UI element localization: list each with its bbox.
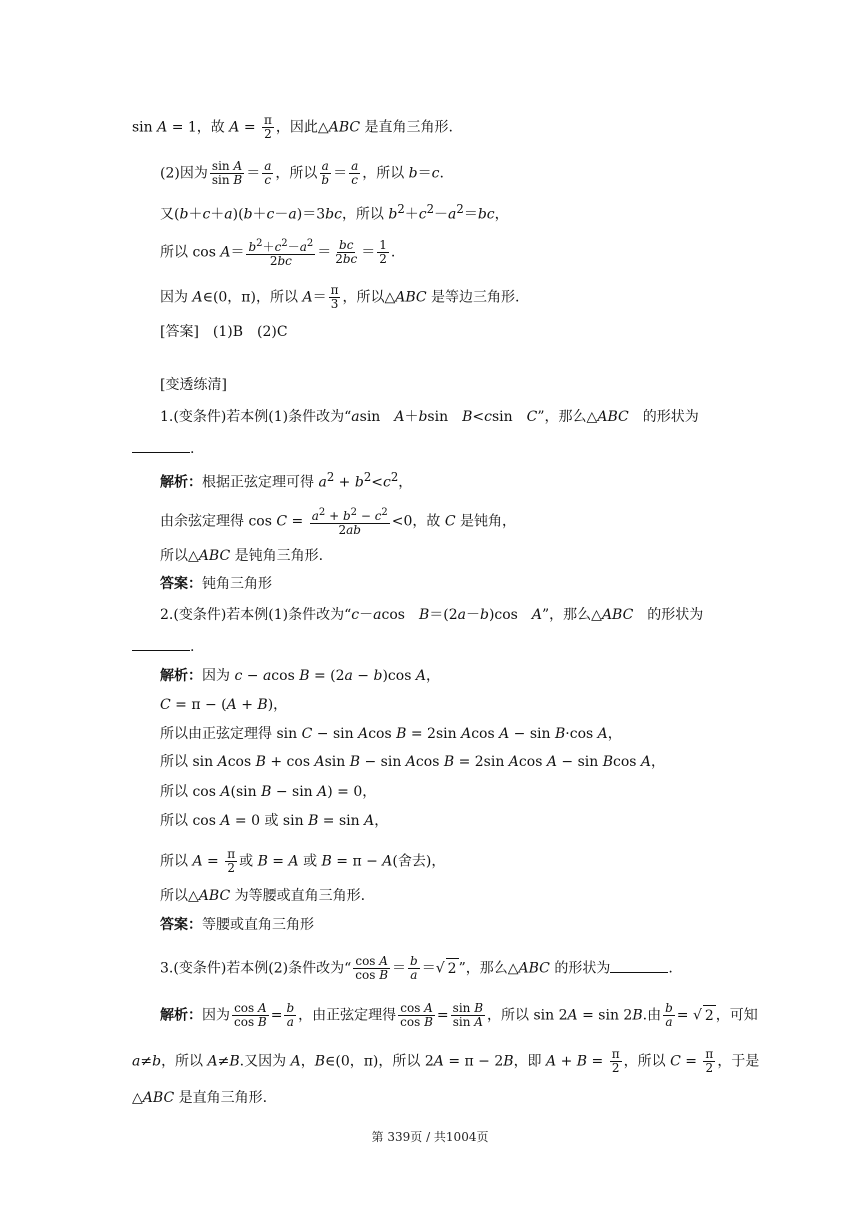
text-line: 所以 cos A(sin B − sin A) = 0， <box>160 784 377 800</box>
fraction: $\frac{a}{c}$ <box>351 159 359 187</box>
fraction: $\frac{bc}{2bc}$ <box>335 238 358 266</box>
fraction: $\frac{\text{cos A}}{\text{cos B}}$ <box>400 1001 433 1029</box>
text-line: 解析：根据正弦定理可得 $a^2 + b^2<c^2$， <box>160 470 413 491</box>
fraction: $\frac{b^2+c^2-a^2}{2bc}$ <box>248 238 314 268</box>
question-2: 2.(变条件)若本例(1)条件改为“c－acos B＝(2a－b)cos A”，那么△ABC 的形状为 <box>160 607 704 623</box>
fraction: $\frac{a}{c}$ <box>264 159 272 187</box>
text-line: 解析：因为 $\frac{\text{cos A}}{\text{cos B}}$ = $\frac{b}{a}$ ，由正弦定理得 $\frac{\text{cos A}}{\text{cos B}}$ = $\frac{\text{sin B}}{\text{sin A}}$ ，所以 sin 2A = sin 2B.由 $\frac{b}{a}$ = √ 2 ，可知 <box>160 1001 758 1029</box>
text-line: C = π − (A + B)， <box>160 697 288 713</box>
fraction: $\frac{b}{a}$ <box>665 1001 673 1029</box>
fraction: $\frac{\pi}{2}$ <box>705 1047 714 1075</box>
fraction: $\frac{\text{cos A}}{\text{cos B}}$ <box>355 954 389 982</box>
question-1: 1.(变条件)若本例(1)条件改为“asin A＋bsin B<csin C”，那么△ABC 的形状为 <box>160 409 699 425</box>
text-line: 所以△ABC 为等腰或直角三角形. <box>160 888 366 904</box>
fraction: $\frac{\text{sin B}}{\text{sin A}}$ <box>452 1001 484 1029</box>
section-heading: [变透练清] <box>160 377 227 393</box>
text-line: 由余弦定理得 cos C = $\frac{a^2 + b^2 - c^2}{2ab}$ <0，故 C 是钝角， <box>160 507 517 537</box>
answer-line: [答案] (1)B (2)C <box>160 324 288 340</box>
fraction: $\frac{\text{sin A}}{\text{sin B}}$ <box>211 159 243 187</box>
page-footer: 第 339页 / 共1004页 <box>371 1130 489 1144</box>
text-line: 所以由正弦定理得 sin C − sin Acos B = 2sin Acos A − sin B·cos A， <box>160 726 622 742</box>
text-line: 所以 A = $\frac{\pi}{2}$ 或 B = A 或 B = π − A(舍去)， <box>160 847 446 875</box>
answer-blank: . <box>132 438 194 459</box>
fraction: $\frac{1}{2}$ <box>379 238 387 266</box>
text-line: △ABC 是直角三角形. <box>132 1090 268 1106</box>
text-line: sin A = 1，故 A = $\frac{\pi}{2}$ ，因此△ABC 是直角三角形. <box>132 113 453 141</box>
fraction: $\frac{a^2 + b^2 - c^2}{2ab}$ <box>311 507 388 537</box>
answer-line: 答案：等腰或直角三角形 <box>160 917 314 933</box>
fraction: $\frac{b}{a}$ <box>286 1001 295 1029</box>
fraction: $\frac{\text{cos A}}{\text{cos B}}$ <box>234 1001 267 1029</box>
text-line: a≠b，所以 A≠B.又因为 A，B∈(0，π)，所以 2A = π − 2B，即 A + B = $\frac{\pi}{2}$ ，所以 C = $\frac{\pi}{2}$ ，于是 <box>132 1047 760 1075</box>
fraction: $\frac{\pi}{2}$ <box>611 1047 620 1075</box>
answer-blank: . <box>132 636 194 657</box>
text-line: 解析：因为 c − acos B = (2a − b)cos A， <box>160 668 440 684</box>
question-3: 3.(变条件)若本例(2)条件改为“ $\frac{\text{cos A}}{\text{cos B}}$ ＝ $\frac{b}{a}$ ＝√ 2 ”，那么△ABC 的形状为 . <box>160 954 673 982</box>
text-line: 因为 A∈(0，π)，所以 A＝ $\frac{\pi}{3}$ ，所以△ABC 是等边三角形. <box>160 283 520 311</box>
fraction: $\frac{\pi}{2}$ <box>227 847 236 875</box>
fraction: $\frac{\pi}{3}$ <box>330 283 339 311</box>
answer-line: 答案：钝角三角形 <box>160 576 272 592</box>
fraction: $\frac{b}{a}$ <box>410 954 418 982</box>
text-line: 所以 cos A＝ $\frac{b^2+c^2-a^2}{2bc}$ ＝ $\frac{bc}{2bc}$ ＝ $\frac{1}{2}$ . <box>160 238 396 268</box>
text-line: 所以△ABC 是钝角三角形. <box>160 548 324 564</box>
text-line: 所以 sin Acos B + cos Asin B − sin Acos B = 2sin Acos A − sin Bcos A， <box>160 754 666 770</box>
fraction: $\frac{\pi}{2}$ <box>264 113 272 141</box>
answer-text: 钝角三角形 <box>202 576 272 592</box>
text-line: (2)因为 $\frac{\text{sin A}}{\text{sin B}}$ ＝ $\frac{a}{c}$ ，所以 $\frac{a}{b}$ ＝ $\frac{a}{c}$ ，所以 b＝c. <box>160 159 444 187</box>
text-line: 又(b＋c＋a)(b＋c－a)＝3bc，所以 $b^2+c^2-a^2=bc$， <box>160 202 509 223</box>
fraction: $\frac{a}{b}$ <box>321 159 330 187</box>
text-line: 所以 cos A = 0 或 sin B = sin A， <box>160 813 389 829</box>
